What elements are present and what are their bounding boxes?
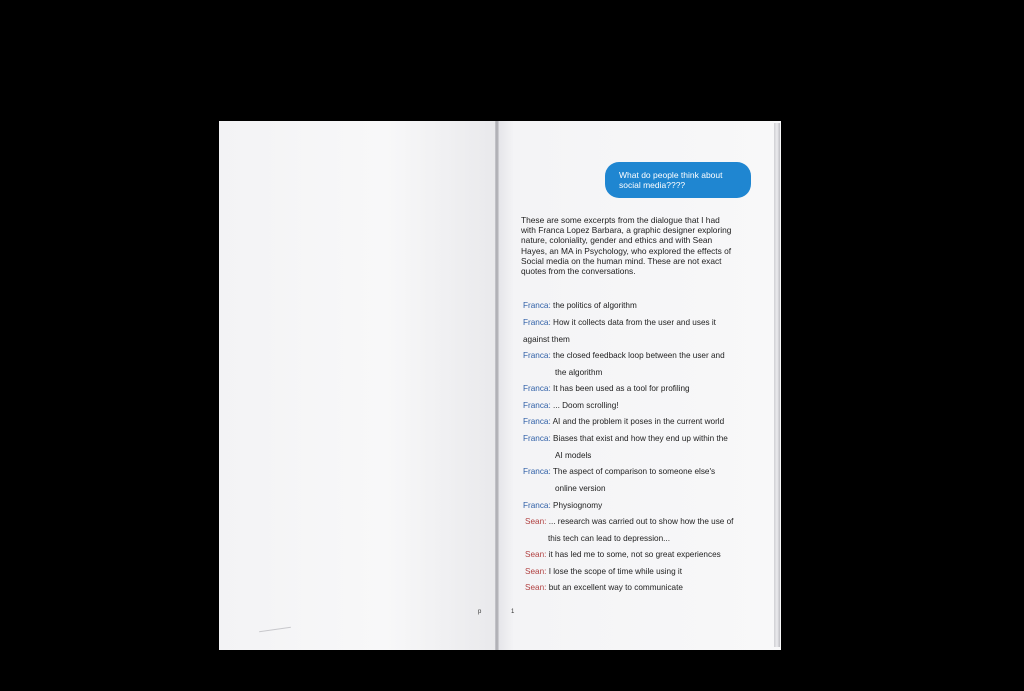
dialogue-line [523, 401, 619, 410]
speaker-label: Franca: [523, 467, 551, 476]
paper-crease-mark [259, 627, 291, 632]
right-page-number: 1 [511, 609, 515, 615]
dialogue-text: it has led me to some, not so great experiences [548, 550, 721, 559]
dialogue-line [525, 583, 683, 592]
dialogue-line [525, 567, 682, 576]
dialogue-text: ... Doom scrolling! [553, 401, 619, 410]
chat-bubble-line: What do people think about [619, 170, 723, 180]
dialogue-text: but an excellent way to communicate [548, 583, 683, 592]
speaker-label: Sean: [525, 550, 547, 559]
dialogue-line [523, 318, 716, 327]
page-edge [774, 123, 780, 647]
speaker-label: Sean: [525, 517, 547, 526]
chat-bubble [605, 162, 751, 198]
dialogue-line [523, 434, 728, 443]
intro-line: Social media on the human mind. These are not exact [521, 255, 722, 266]
dialogue-line [523, 501, 602, 510]
dialogue-text: AI and the problem it poses in the current world [552, 417, 725, 426]
intro-line: with Franca Lopez Barbara, a graphic designer exploring [521, 225, 732, 236]
intro-line: Hayes, an MA in Psychology, who explored the effects of [521, 245, 732, 256]
dialogue-text: the politics of algorithm [553, 301, 637, 310]
book-spine [495, 121, 499, 650]
dialogue-text: How it collects data from the user and uses it [553, 318, 716, 327]
dialogue-line [525, 517, 733, 526]
chat-bubble-line: social media???? [619, 180, 686, 190]
dialogue-text: the closed feedback loop between the user and [553, 351, 725, 360]
speaker-label: Franca: [523, 401, 551, 410]
dialogue-continuation: this tech can lead to depression... [548, 534, 670, 543]
dialogue-text: I lose the scope of time while using it [548, 567, 683, 576]
intro-line: nature, coloniality, gender and ethics and with Sean [521, 235, 713, 246]
left-page-number: p [478, 609, 482, 615]
speaker-label: Franca: [523, 301, 551, 310]
intro-line: quotes from the conversations. [521, 266, 636, 277]
left-page [219, 121, 497, 650]
dialogue-line [525, 550, 721, 559]
dialogue-text: It has been used as a tool for profiling [553, 384, 690, 393]
speaker-label: Franca: [523, 501, 551, 510]
dialogue-continuation: AI models [555, 451, 592, 460]
intro-paragraph [521, 215, 761, 276]
speaker-label: Sean: [525, 583, 547, 592]
open-booklet [219, 121, 781, 650]
dialogue-text: ... research was carried out to show how the use of [548, 517, 734, 526]
speaker-label: Franca: [523, 434, 551, 443]
speaker-label: Franca: [523, 318, 551, 327]
dialogue-text: Physiognomy [553, 501, 603, 510]
dialogue-continuation: against them [523, 335, 570, 344]
dialogue-line [523, 417, 724, 426]
dialogue-text: Biases that exist and how they end up within the [553, 434, 728, 443]
dialogue-continuation: online version [555, 484, 606, 493]
dialogue-line [523, 351, 725, 360]
speaker-label: Franca: [523, 417, 551, 426]
speaker-label: Sean: [525, 567, 547, 576]
dialogue-line [523, 467, 715, 476]
dialogue-line [523, 384, 690, 393]
intro-line: These are some excerpts from the dialogue that I had [521, 215, 720, 225]
dialogue-continuation: the algorithm [555, 368, 603, 377]
speaker-label: Franca: [523, 384, 551, 393]
speaker-label: Franca: [523, 351, 551, 360]
dialogue-text: The aspect of comparison to someone else's [552, 467, 716, 476]
dialogue-line [523, 301, 637, 310]
